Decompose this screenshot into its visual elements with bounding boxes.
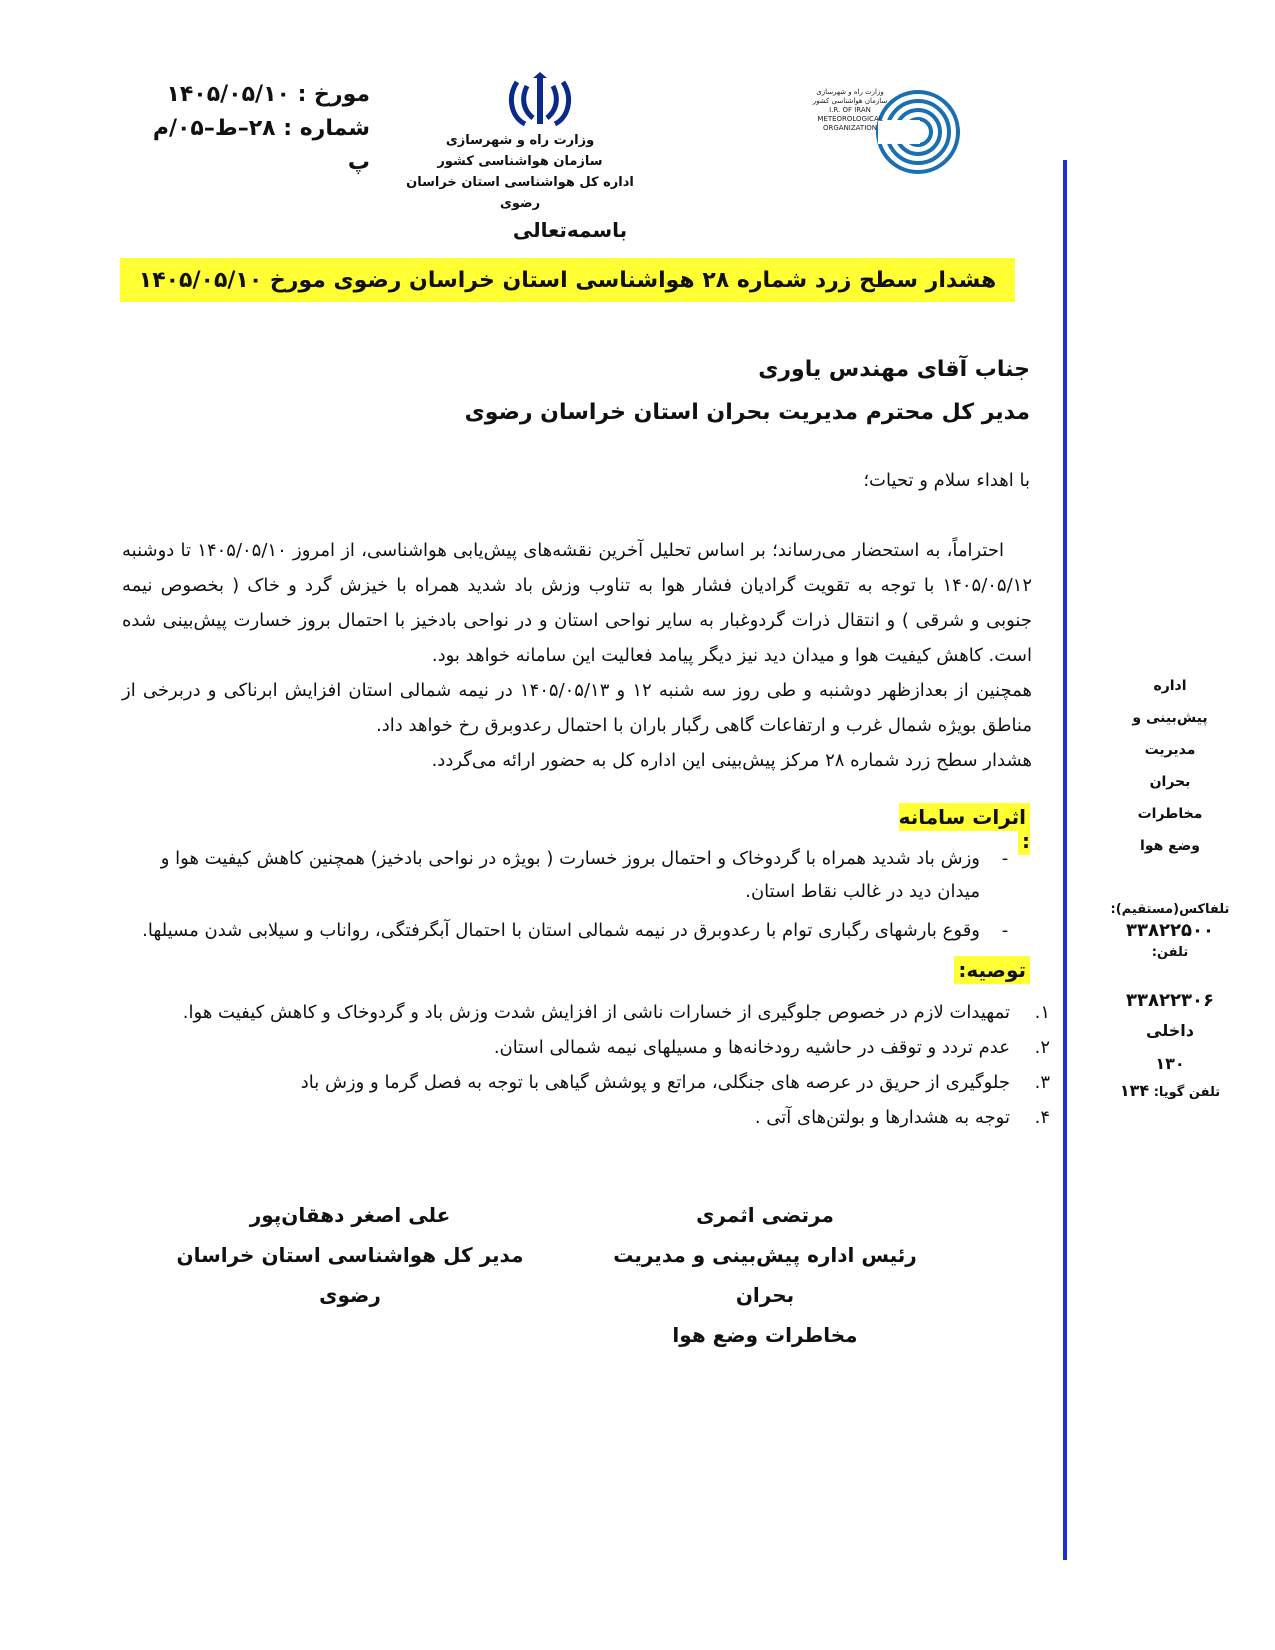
list-item (115, 842, 1030, 908)
department-line: بحران (1149, 774, 1191, 790)
recommendation-text: عدم تردد و توقف در حاشیه رودخانه‌ها و مسیلهای نیمه شمالی استان. (493, 1037, 1010, 1058)
recommendations-heading (900, 958, 1030, 982)
department-line: پیش‌بینی و (1132, 710, 1208, 726)
extension-label: داخلی (1146, 1021, 1194, 1040)
signer-title: رئیس اداره پیش‌بینی و مدیریت بحران (613, 1243, 917, 1307)
body-paragraph: هشدار سطح زرد شماره ۲۸ مرکز پیش‌بینی این اداره کل به حضور ارائه می‌گردد. (431, 750, 1032, 771)
effect-text: وزش باد شدید همراه با گردوخاک و احتمال بروز خسارت ( بویژه در نواحی بادخیز) همچنین کاهش کیفیت هوا و میدان دید در غالب نقاط استان. (160, 848, 980, 902)
letter-body (122, 533, 1032, 778)
met-logo-caption (800, 88, 900, 133)
body-paragraph: همچنین از بعدازظهر دوشنبه و طی روز سه شنبه ۱۲ و ۱۴۰۵/۰۵/۱۳ در نیمه شمالی استان افزایش ابرناکی و دربرخی از مناطق بویژه شمال غرب و ارتفاعات گاهی رگبار باران با احتمال رعدوبرق رخ خواهد داد. (122, 680, 1032, 736)
dash-bullet: - (1001, 848, 1009, 869)
ministry-name: وزارت راه و شهرسازی (445, 133, 595, 148)
voice-phone (1070, 1081, 1270, 1100)
met-logo-text-line: I.R. OF IRAN (829, 106, 871, 114)
signer-name: علی اصغر دهقان‌پور (249, 1203, 451, 1227)
signer-name: مرتضی اثمری (696, 1203, 834, 1227)
recommendation-text: جلوگیری از حریق در عرصه های جنگلی، مراتع و پوشش گیاهی با توجه به فصل گرما و وزش باد (300, 1072, 1010, 1093)
signature-forecast-head (600, 1195, 930, 1355)
warning-title-banner (120, 258, 1015, 302)
item-number: ۲. (1034, 1037, 1050, 1058)
list-item (130, 1030, 1050, 1065)
met-logo-text-line: سازمان هواشناسی کشور (812, 97, 888, 105)
met-logo-text-line: وزارت راه و شهرسازی (816, 88, 884, 96)
signature-director-general (170, 1195, 530, 1315)
dash-bullet: - (1001, 920, 1009, 941)
signer-title: مدیر کل هواشناسی استان خراسان رضوی (176, 1243, 524, 1307)
recommendation-text: تمهیدات لازم در خصوص جلوگیری از خسارات ناشی از افزایش شدت وزش باد و گردوخاک و کاهش کیفیت هوا. (182, 1002, 1010, 1023)
date-line: مورخ : ۱۴۰۵/۰۵/۱۰ (166, 82, 370, 107)
fax-label: تلفاکس(مستقیم): (1110, 902, 1230, 917)
organization-name: سازمان هواشناسی کشور (437, 154, 603, 169)
voice-phone-label: تلفن گویا: (1153, 1085, 1221, 1100)
effects-list (115, 842, 1030, 953)
department-line: مدیریت (1144, 742, 1196, 758)
recommendation-text: توجه به هشدارها و بولتن‌های آتی . (754, 1107, 1010, 1128)
phone-number: ۳۳۸۲۲۳۰۶ (1126, 990, 1214, 1011)
voice-phone-number: ۱۳۴ (1119, 1081, 1150, 1100)
body-paragraph: احتراماً، به استحضار می‌رساند؛ بر اساس تحلیل آخرین نقشه‌های پیش‌یابی هواشناسی، از امروز ۱۴۰۵/۰۵/۱۰ تا دوشنبه ۱۴۰۵/۰۵/۱۲ با توجه به تقویت گرادیان فشار هوا به تناوب وزش باد شدید همراه با خیزش گرد و خاک ( بخصوص نیمه جنوبی و شرقی ) و انتقال ذرات گردوغبار به سایر نواحی استان و در نواحی بادخیز با احتمال بروز خسارت پیش‌بینی شده است. کاهش کیفیت هوا و میدان دید نیز دیگر پیامد فعالیت این سامانه خواهد بود. (122, 540, 1032, 666)
greeting: با اهداء سلام و تحیات؛ (863, 470, 1030, 491)
number-line: شماره : ۲۸–ط–۰۵/م پ (152, 116, 370, 175)
invocation: باسمه‌تعالی (512, 218, 628, 242)
addressee-title: مدیر کل محترم مدیریت بحران استان خراسان رضوی (464, 400, 1030, 425)
signer-title: مخاطرات وضع هوا (672, 1323, 858, 1347)
warning-title: هشدار سطح زرد شماره ۲۸ هواشناسی استان خراسان رضوی مورخ ۱۴۰۵/۰۵/۱۰ (138, 267, 997, 293)
date-number-block (140, 78, 370, 180)
list-item (130, 995, 1050, 1030)
ministry-header (390, 130, 650, 214)
extension-number: ۱۳۰ (1155, 1054, 1185, 1073)
list-item (130, 1065, 1050, 1100)
met-logo-text-line: ORGANIZATION (822, 124, 877, 132)
recommendations-list (130, 995, 1050, 1135)
addressee-name: جناب آقای مهندس یاوری (758, 357, 1030, 382)
list-item (115, 914, 1030, 947)
met-logo-text-line: METEOROLOGICAL (817, 115, 883, 123)
item-number: ۴. (1034, 1107, 1050, 1128)
department-name (1070, 670, 1270, 862)
recommendations-label: توصیه: (954, 956, 1030, 984)
iran-emblem-icon (505, 72, 575, 132)
effect-text: وقوع بارشهای رگباری توام با رعدوبرق در نیمه شمالی استان با احتمال آبگرفتگی، رواناب و سیلابی شدن مسیلها. (142, 920, 980, 941)
list-item (130, 1100, 1050, 1135)
department-line: وضع هوا (1140, 838, 1200, 854)
item-number: ۱. (1034, 1002, 1050, 1023)
vertical-rule (1063, 160, 1067, 1560)
department-line: مخاطرات (1137, 806, 1203, 822)
office-name: اداره کل هواشناسی استان خراسان رضوی (406, 175, 634, 211)
department-line: اداره (1153, 678, 1187, 694)
contact-sidebar (1070, 670, 1270, 1100)
item-number: ۳. (1034, 1072, 1050, 1093)
phone-label: تلفن: (1151, 945, 1189, 960)
effects-label: اثرات سامانه : (898, 805, 1030, 853)
fax-number: ۳۳۸۲۲۵۰۰ (1126, 920, 1214, 941)
